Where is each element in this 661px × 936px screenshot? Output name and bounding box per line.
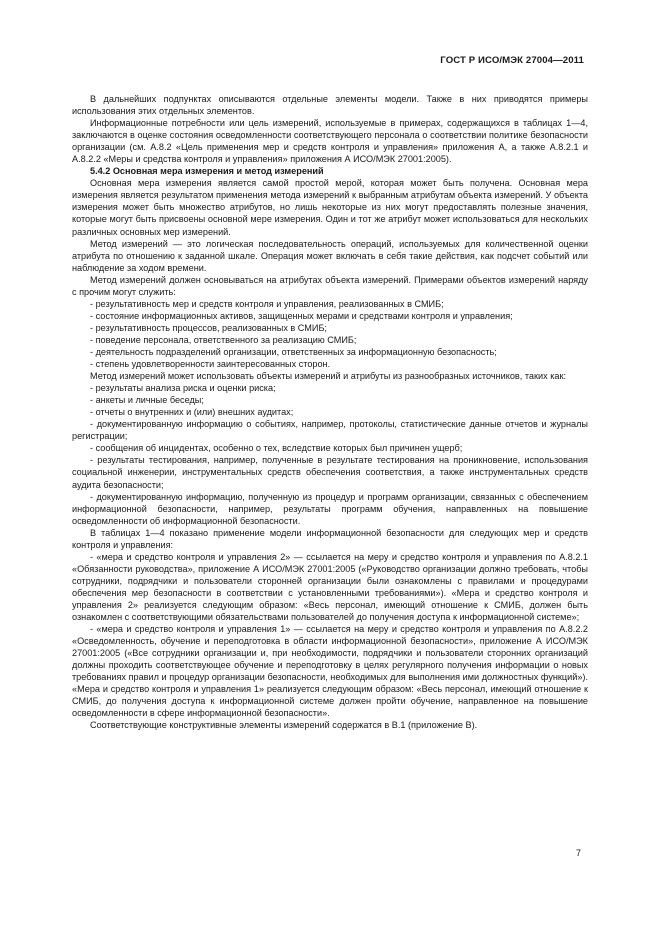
list-item: - результативность процессов, реализованных в СМИБ; bbox=[90, 322, 327, 333]
list-item: - документированную информацию, полученную из процедур и программ организации, связанных с обеспечением информационной безопасности, например, результаты программ обучения, направленных на повышение осведомленности об информационной безопасности. bbox=[72, 491, 588, 526]
paragraph: Соответствующие конструктивные элементы измерений содержатся в В.1 (приложение В). bbox=[90, 720, 478, 731]
list-item: - документированную информацию о событиях, например, протоколы, статистические данные отчетов и журналы регистрации; bbox=[72, 419, 588, 442]
document-body bbox=[72, 93, 588, 731]
document-code-header: ГОСТ Р ИСО/МЭК 27004—2011 bbox=[440, 55, 584, 66]
list-item: - состояние информационных активов, защищенных мерами и средствами контроля и управления; bbox=[90, 310, 513, 321]
list-item: - «мера и средство контроля и управления 1» — ссылается на меру и средство контроля и управления по А.8.2.2 «Осведомленность, обучение и переподготовка в области информационной безопасности», приложение А ИСО/МЭК 27001:2005 («Все сотрудники организации и, при необходимости, подрядчики и пользователи сторонних организаций должны проходить соответствующее обучение и переподготовку в целях регулярного получения информации о новых требованиях правил и процедур организации безопасности, необходимых для выполнения ими должностных функций»). «Мера и средство контроля и управления 1» реализуется следующим образом: «Весь персонал, имеющий отношение к СМИБ, до получения доступа к информационной системе должен пройти обучение, направленное на повышение осведомленности в сфере информационной безопасности». bbox=[72, 624, 588, 719]
list-item: - отчеты о внутренних и (или) внешних аудитах; bbox=[90, 407, 294, 418]
paragraph: В дальнейших подпунктах описываются отдельные элементы модели. Также в них приводятся примеры использования этих отдельных элементов. bbox=[72, 94, 588, 117]
list-item: - деятельность подразделений организации, ответственных за информационную безопасность; bbox=[90, 346, 497, 357]
list-item: - сообщения об инцидентах, особенно о тех, вследствие которых был причинен ущерб; bbox=[90, 443, 463, 454]
list-item: - степень удовлетворенности заинтересованных сторон. bbox=[90, 359, 331, 370]
section-heading: 5.4.2 Основная мера измерения и метод измерений bbox=[90, 166, 324, 177]
list-item: - поведение персонала, ответственного за реализацию СМИБ; bbox=[90, 334, 357, 345]
paragraph: Метод измерений может использовать объекты измерений и атрибуты из разнообразных источников, таких как: bbox=[90, 371, 566, 382]
list-item: - результативность мер и средств контроля и управления, реализованных в СМИБ; bbox=[90, 298, 444, 309]
paragraph: Основная мера измерения является самой простой мерой, которая может быть получена. Основная мера измерения является результатом применения метода измерений к выбранным атрибутам объекта измерений. У объекта измерения может быть множество атрибутов, но лишь некоторые из них могут предоставлять полезные значения, которые могут быть присвоены основной мере измерения. Один и тот же атрибут может использоваться для нескольких различных основных мер измерений. bbox=[72, 178, 588, 237]
page-number: 7 bbox=[575, 848, 581, 858]
paragraph: Метод измерений должен основываться на атрибутах объекта измерений. Примерами объектов измерений наряду с прочим могут служить: bbox=[72, 274, 588, 297]
paragraph: Метод измерений — это логическая последовательность операций, используемых для количественной оценки атрибута по отношению к заданной шкале. Операция может включать в себя такие действия, как подсчет событий или наблюдение за ходом времени. bbox=[72, 238, 588, 273]
paragraph: В таблицах 1—4 показано применение модели информационной безопасности для следующих мер и средств контроля и управления: bbox=[72, 527, 588, 550]
list-item: - «мера и средство контроля и управления 2» — ссылается на меру и средство контроля и управления по А.8.2.1 «Обязанности руководства», приложение А ИСО/МЭК 27001:2005 («Руководство организации должно требовать, чтобы сотрудники, подрядчики и пользователи сторонней организации были ознакомлены с правилами и процедурами обеспечения мер безопасности в соответствии с установленными требованиями»). «Мера и средство контроля и управления 2» реализуется следующим образом: «Весь персонал, имеющий отношение к СМИБ, должен быть ознакомлен с соответствующими обязательствами пользователей до получения доступа к информационной системе»; bbox=[72, 551, 588, 623]
list-item: - результаты анализа риска и оценки риска; bbox=[90, 383, 276, 394]
list-item: - результаты тестирования, например, полученные в результате тестирования на проникновение, использования социальной инженерии, инструментальных средств обеспечения соответствия, а также инструментальных средств аудита безопасности; bbox=[72, 455, 588, 490]
list-item: - анкеты и личные беседы; bbox=[90, 395, 204, 406]
paragraph: Информационные потребности или цель измерений, используемые в примерах, содержащихся в таблицах 1—4, заключаются в оценке состояния осведомленности соответствующего персонала о соответствии политике безопасности организации (см. А.8.2 «Цель применения мер и средств контроля и управления» приложения А, а также А.8.2.1 и А.8.2.2 «Меры и средства контроля и управления» приложения А ИСО/МЭК 27001:2005). bbox=[72, 118, 588, 165]
